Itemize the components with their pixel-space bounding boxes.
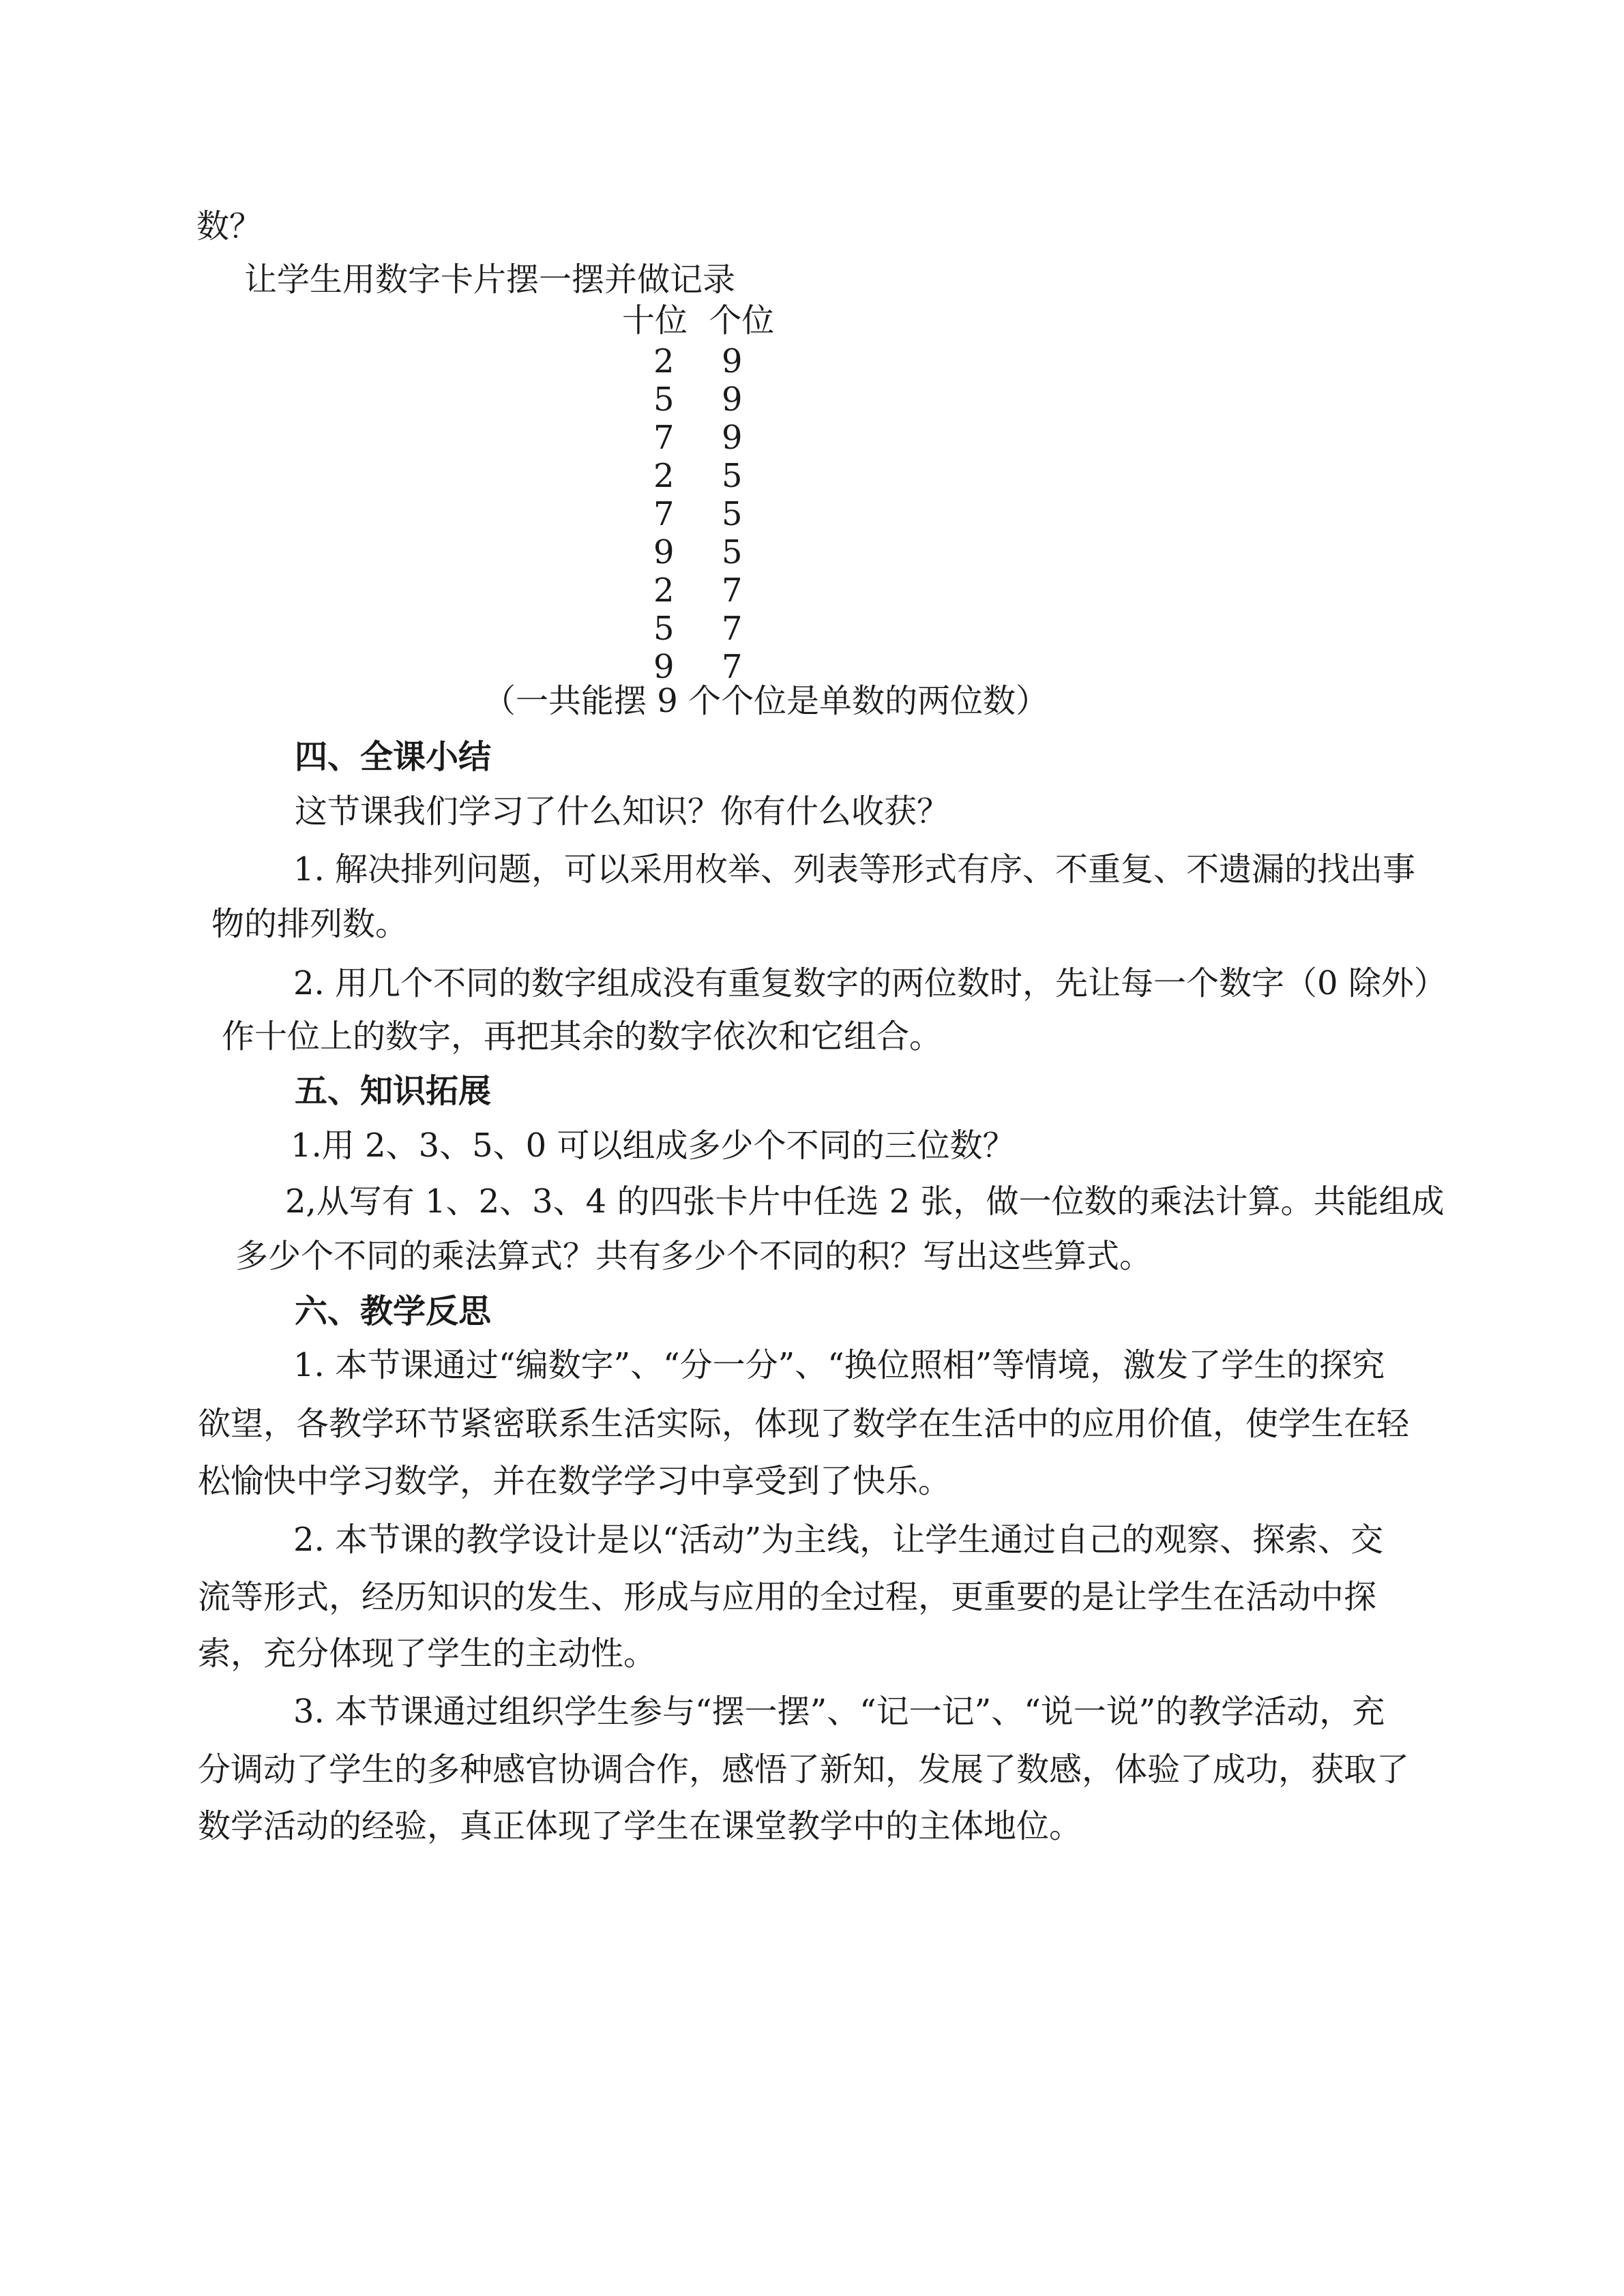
section-heading: 六、教学反思 xyxy=(295,1292,492,1330)
section-heading: 五、知识拓展 xyxy=(295,1072,492,1110)
tens-digit: 2 xyxy=(653,571,675,610)
table-row xyxy=(0,419,1624,457)
tens-digit: 7 xyxy=(653,419,675,457)
text-line: 2,从写有 1、2、3、4 的四张卡片中任选 2 张，做一位数的乘法计算。共能组成 xyxy=(285,1182,1445,1221)
ones-digit: 7 xyxy=(722,648,743,686)
text-line: 3. 本节课通过组织学生参与“摆一摆”、“记一记”、“说一说”的教学活动，充 xyxy=(293,1693,1385,1731)
tens-digit: 5 xyxy=(653,610,675,648)
tens-digit: 9 xyxy=(653,533,675,571)
ones-digit: 9 xyxy=(722,342,743,381)
ones-digit: 7 xyxy=(722,610,743,648)
text-line: 物的排列数。 xyxy=(211,905,409,943)
table-row xyxy=(0,610,1624,648)
table-row xyxy=(0,495,1624,533)
tens-digit: 5 xyxy=(653,381,675,419)
table-header xyxy=(622,300,774,341)
text-line: 作十位上的数字，再把其余的数字依次和它组合。 xyxy=(222,1017,943,1056)
text-line: 1. 本节课通过“编数字”、“分一分”、“换位照相”等情境，激发了学生的探究 xyxy=(293,1346,1385,1384)
table-row xyxy=(0,533,1624,571)
tens-digit: 2 xyxy=(653,457,675,495)
text-line: 松愉快中学习数学，并在数学学习中享受到了快乐。 xyxy=(198,1462,951,1500)
table-note: （一共能摆 9 个个位是单数的两位数） xyxy=(483,682,1049,720)
ones-header: 个位 xyxy=(709,301,775,340)
text-line: 数？ xyxy=(196,207,263,245)
text-line: 数学活动的经验，真正体现了学生在课堂教学中的主体地位。 xyxy=(198,1807,1082,1845)
text-line: 1.用 2、3、5、0 可以组成多少个不同的三位数？ xyxy=(291,1127,1016,1165)
text-line: 索，充分体现了学生的主动性。 xyxy=(198,1635,657,1673)
table-row xyxy=(0,571,1624,610)
ones-digit: 7 xyxy=(722,571,743,610)
tens-digit: 7 xyxy=(653,495,675,533)
text-line: 欲望，各教学环节紧密联系生活实际，体现了数学在生活中的应用价值，使学生在轻 xyxy=(198,1405,1410,1443)
section-heading: 四、全课小结 xyxy=(295,738,492,776)
tens-header: 十位 xyxy=(622,301,688,340)
text-line: 1. 解决排列问题，可以采用枚举、列表等形式有序、不重复、不遗漏的找出事 xyxy=(293,850,1416,889)
text-line: 流等形式，经历知识的发生、形成与应用的全过程，更重要的是让学生在活动中探 xyxy=(198,1578,1377,1616)
text-line: 2. 用几个不同的数字组成没有重复数字的两位数时，先让每一个数字（0 除外） xyxy=(293,964,1447,1002)
tens-digit: 2 xyxy=(653,342,675,381)
table-row xyxy=(0,381,1624,419)
ones-digit: 9 xyxy=(722,419,743,457)
ones-digit: 5 xyxy=(722,495,743,533)
table-row xyxy=(0,342,1624,381)
ones-digit: 5 xyxy=(722,533,743,571)
text-line: 分调动了学生的多种感官协调合作，感悟了新知，发展了数感，体验了成功，获取了 xyxy=(198,1750,1410,1789)
text-line: 多少个不同的乘法算式？共有多少个不同的积？写出这些算式。 xyxy=(235,1237,1153,1275)
table-row xyxy=(0,457,1624,495)
ones-digit: 5 xyxy=(722,457,743,495)
text-line: 让学生用数字卡片摆一摆并做记录 xyxy=(244,260,736,299)
text-line: 这节课我们学习了什么知识？你有什么收获？ xyxy=(295,792,950,831)
ones-digit: 9 xyxy=(722,381,743,419)
text-line: 2. 本节课的教学设计是以“活动”为主线，让学生通过自己的观察、探索、交 xyxy=(293,1521,1384,1559)
tens-digit: 9 xyxy=(653,648,675,686)
